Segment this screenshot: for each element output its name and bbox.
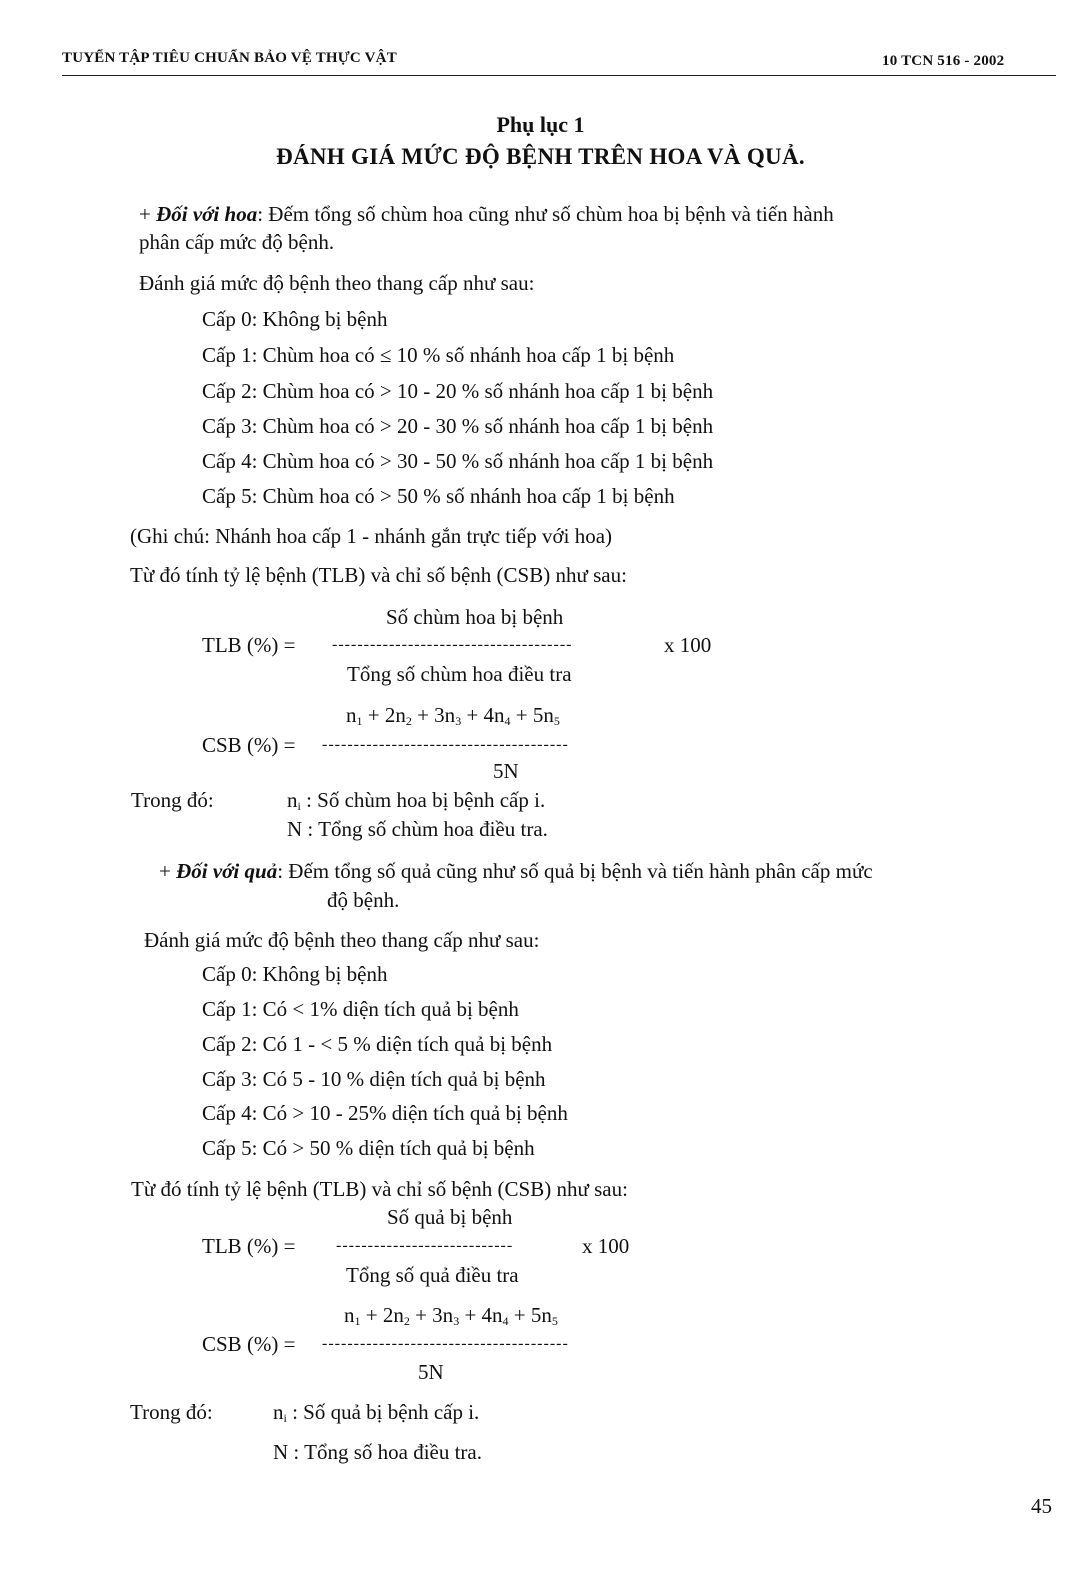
fruit-level: Cấp 5: Có > 50 % diện tích quả bị bệnh <box>202 1136 535 1160</box>
flower-note: (Ghi chú: Nhánh hoa cấp 1 - nhánh gắn trực tiếp với hoa) <box>130 524 613 548</box>
fruit-tlb-fraction-bar: ---------------------------- <box>336 1237 514 1254</box>
flower-csb-fraction-bar: --------------------------------------- <box>322 736 569 753</box>
fruit-where-ni: $n_i$ : Số quả bị bệnh cấp i. <box>273 1400 480 1425</box>
flower-level: Cấp 4: Chùm hoa có > 30 - 50 % số nhánh hoa cấp 1 bị bệnh <box>202 449 714 473</box>
fruit-calc-intro: Từ đó tính tỷ lệ bệnh (TLB) và chỉ số bệnh (CSB) như sau: <box>131 1177 628 1201</box>
flower-level: Cấp 0: Không bị bệnh <box>202 307 388 331</box>
running-header-code: 10 TCN 516 - 2002 <box>882 53 1005 69</box>
flower-intro-cont: phân cấp mức độ bệnh. <box>139 230 335 254</box>
fruit-tlb-label: TLB (%) = <box>202 1234 296 1258</box>
fruit-where-N: N : Tổng số hoa điều tra. <box>273 1440 482 1464</box>
fruit-scale-intro: Đánh giá mức độ bệnh theo thang cấp như sau: <box>144 928 540 952</box>
flower-where-label: Trong đó: <box>131 788 214 812</box>
flower-tlb-fraction-bar: -------------------------------------- <box>332 636 573 653</box>
flower-level: Cấp 5: Chùm hoa có > 50 % số nhánh hoa cấp 1 bị bệnh <box>202 484 675 508</box>
flower-tlb-label: TLB (%) = <box>202 633 296 657</box>
fruit-level: Cấp 4: Có > 10 - 25% diện tích quả bị bệnh <box>202 1101 568 1125</box>
fruit-intro-label: Đối với quả <box>176 859 278 883</box>
flower-intro: + Đối với hoa: Đếm tổng số chùm hoa cũng như số chùm hoa bị bệnh và tiến hành <box>139 202 834 226</box>
fruit-intro-cont: độ bệnh. <box>327 888 400 912</box>
flower-scale-intro: Đánh giá mức độ bệnh theo thang cấp như sau: <box>139 271 535 295</box>
fruit-csb-label: CSB (%) = <box>202 1332 296 1356</box>
flower-where-N: N : Tổng số chùm hoa điều tra. <box>287 817 548 841</box>
fruit-level: Cấp 3: Có 5 - 10 % diện tích quả bị bệnh <box>202 1067 546 1091</box>
fruit-where-label: Trong đó: <box>130 1400 213 1424</box>
flower-calc-intro: Từ đó tính tỷ lệ bệnh (TLB) và chỉ số bệnh (CSB) như sau: <box>130 563 627 587</box>
fruit-csb-denominator: 5N <box>418 1360 444 1384</box>
flower-csb-label: CSB (%) = <box>202 733 296 757</box>
fruit-tlb-multiplier: x 100 <box>582 1234 630 1258</box>
header-rule <box>62 75 1056 76</box>
fruit-csb-fraction-bar: --------------------------------------- <box>322 1335 569 1352</box>
fruit-level: Cấp 0: Không bị bệnh <box>202 962 388 986</box>
fruit-tlb-denominator: Tổng số quả điều tra <box>346 1263 519 1287</box>
fruit-level: Cấp 1: Có < 1% diện tích quả bị bệnh <box>202 997 519 1021</box>
flower-level: Cấp 3: Chùm hoa có > 20 - 30 % số nhánh hoa cấp 1 bị bệnh <box>202 414 714 438</box>
flower-level: Cấp 1: Chùm hoa có ≤ 10 % số nhánh hoa cấp 1 bị bệnh <box>202 343 675 367</box>
flower-intro-label: Đối với hoa <box>156 202 258 226</box>
flower-where-ni: $n_i$ : Số chùm hoa bị bệnh cấp i. <box>287 788 546 813</box>
flower-csb-numerator: $n_1 + 2n_2 + 3n_3 + 4n_4 + 5n_5$ <box>346 703 560 728</box>
page-number: 45 <box>1031 1494 1052 1518</box>
page-title: ĐÁNH GIÁ MỨC ĐỘ BỆNH TRÊN HOA VÀ QUẢ. <box>276 144 805 169</box>
running-header-title: TUYỂN TẬP TIÊU CHUẨN BẢO VỆ THỰC VẬT <box>62 50 397 66</box>
fruit-level: Cấp 2: Có 1 - < 5 % diện tích quả bị bệnh <box>202 1032 553 1056</box>
flower-tlb-numerator: Số chùm hoa bị bệnh <box>386 605 564 629</box>
fruit-csb-numerator: $n_1 + 2n_2 + 3n_3 + 4n_4 + 5n_5$ <box>344 1303 558 1328</box>
flower-tlb-denominator: Tổng số chùm hoa điều tra <box>347 662 572 686</box>
appendix-label: Phụ lục 1 <box>496 112 585 137</box>
flower-level: Cấp 2: Chùm hoa có > 10 - 20 % số nhánh hoa cấp 1 bị bệnh <box>202 379 714 403</box>
fruit-intro: + Đối với quả: Đếm tổng số quả cũng như số quả bị bệnh và tiến hành phân cấp mức <box>159 859 873 883</box>
fruit-tlb-numerator: Số quả bị bệnh <box>387 1205 513 1229</box>
flower-csb-denominator: 5N <box>493 759 519 783</box>
flower-tlb-multiplier: x 100 <box>664 633 712 657</box>
